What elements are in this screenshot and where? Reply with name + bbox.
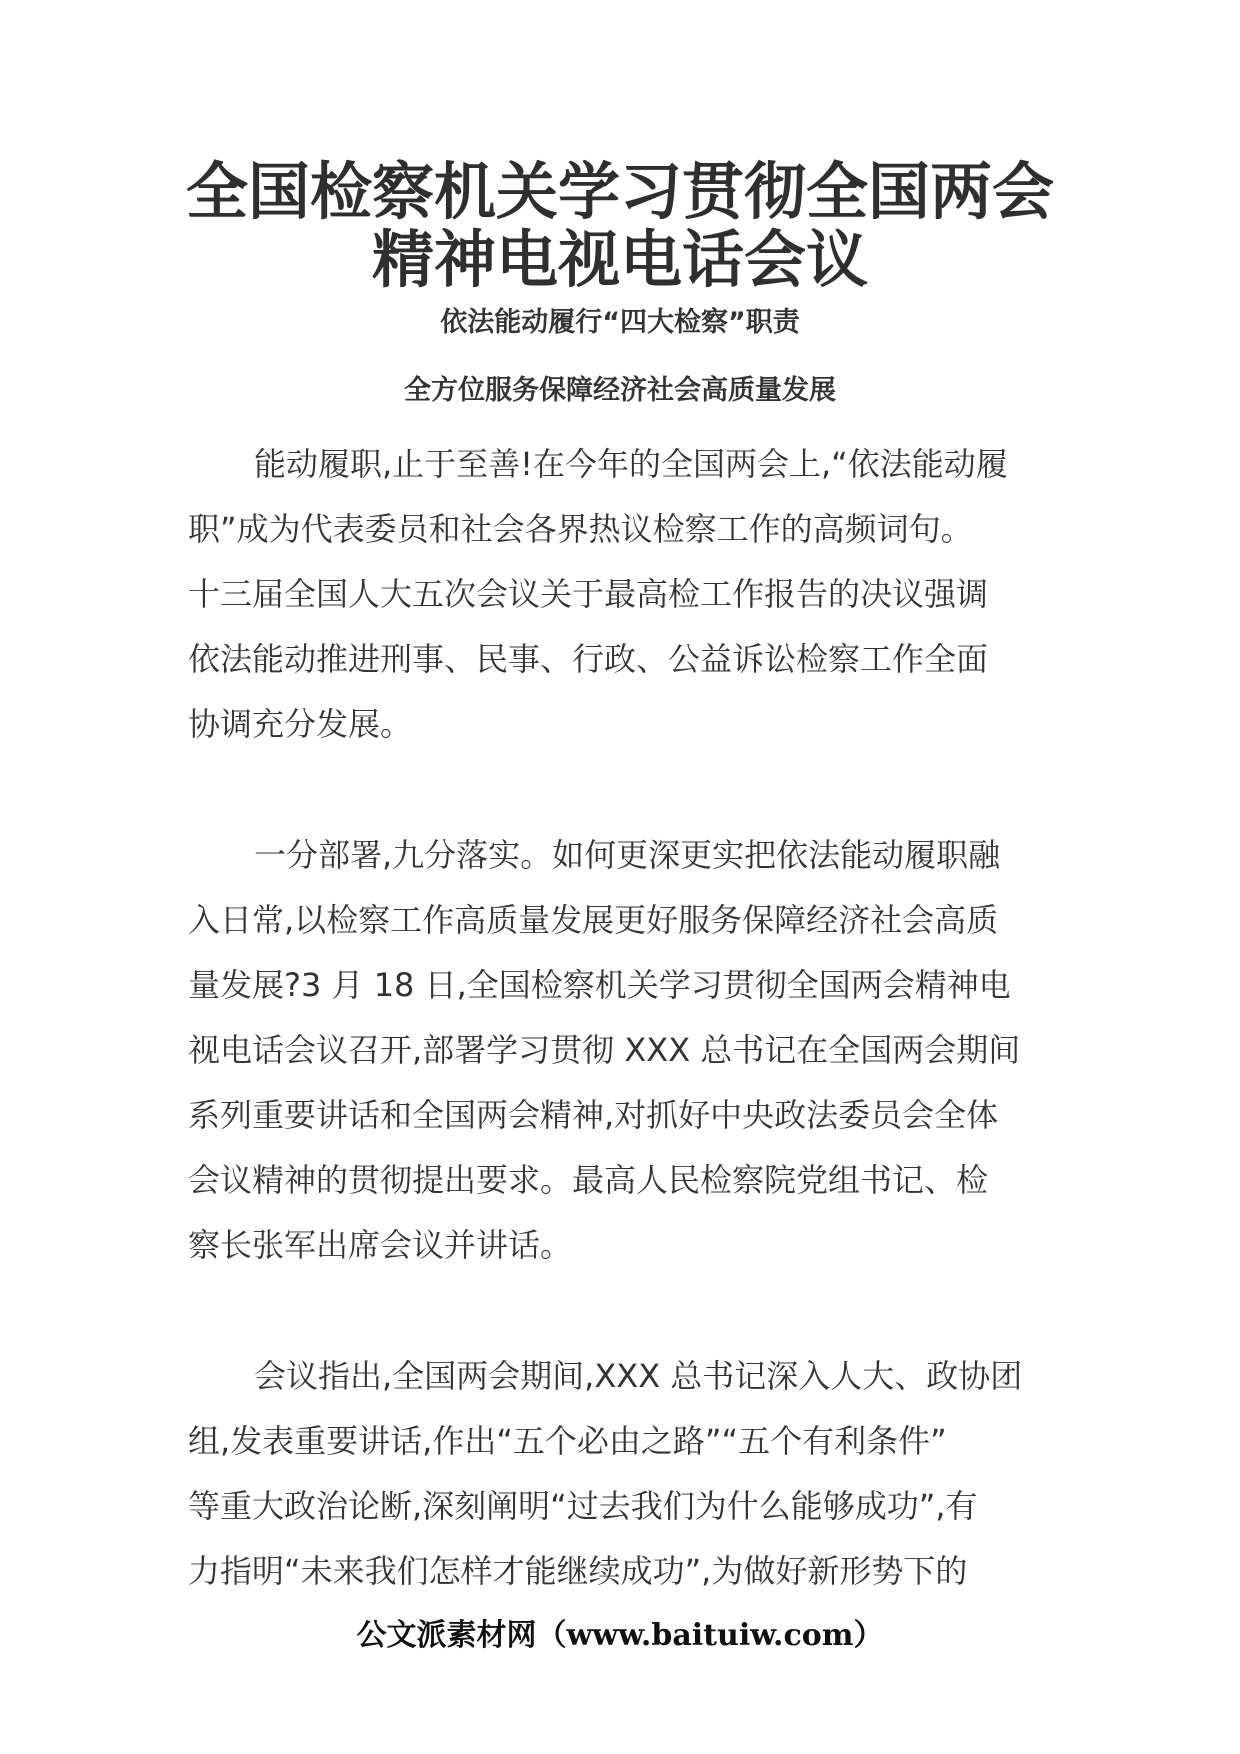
paragraph-line: 能动履职,止于至善!在今年的全国两会上,“依法能动履 (254, 445, 1008, 483)
footer-watermark-text: 公文派素材网（www.baituiw.com） (356, 1618, 884, 1653)
paragraph-line: 依法能动推进刑事、民事、行政、公益诉讼检察工作全面 (188, 640, 989, 678)
paragraph-line: 量发展?3 月 18 日,全国检察机关学习贯彻全国两会精神电 (188, 966, 1011, 1004)
subtitle-2: 全方位服务保障经济社会高质量发展 (404, 375, 836, 406)
paragraph-line: 一分部署,九分落实。如何更深更实把依法能动履职融 (254, 836, 1001, 874)
paragraph-line: 会议精神的贯彻提出要求。最高人民检察院党组书记、检 (188, 1161, 989, 1199)
paragraph-2 (188, 823, 1058, 1278)
title-line-2: 精神电视电话会议 (371, 223, 868, 296)
document-title (150, 155, 1090, 296)
subtitle-1: 依法能动履行“四大检察”职责 (440, 307, 800, 338)
paragraph-line: 视电话会议召开,部署学习贯彻 XXX 总书记在全国两会期间 (188, 1031, 1021, 1069)
paragraph-line: 协调充分发展。 (188, 705, 413, 743)
document-body (188, 432, 1058, 1670)
paragraph-line: 十三届全国人大五次会议关于最高检工作报告的决议强调 (188, 575, 989, 613)
title-line-1: 全国检察机关学习贯彻全国两会 (185, 155, 1054, 228)
paragraph-line: 入日常,以检察工作高质量发展更好服务保障经济社会高质 (188, 901, 999, 939)
paragraph-line: 会议指出,全国两会期间,XXX 总书记深入人大、政协团 (254, 1357, 1023, 1395)
paragraph-1 (188, 432, 1058, 757)
paragraph-line: 等重大政治论断,深刻阐明“过去我们为什么能够成功”,有 (188, 1487, 978, 1525)
paragraph-line: 力指明“未来我们怎样才能继续成功”,为做好新形势下的 (188, 1552, 968, 1590)
paragraph-line: 察长张军出席会议并讲话。 (188, 1226, 573, 1264)
paragraph-line: 组,发表重要讲话,作出“五个必由之路”“五个有利条件” (188, 1422, 947, 1460)
paragraph-3 (188, 1344, 1058, 1604)
paragraph-line: 系列重要讲话和全国两会精神,对抓好中央政法委员会全体 (188, 1096, 999, 1134)
paragraph-line: 职”成为代表委员和社会各界热议检察工作的高频词句。 (188, 510, 973, 548)
